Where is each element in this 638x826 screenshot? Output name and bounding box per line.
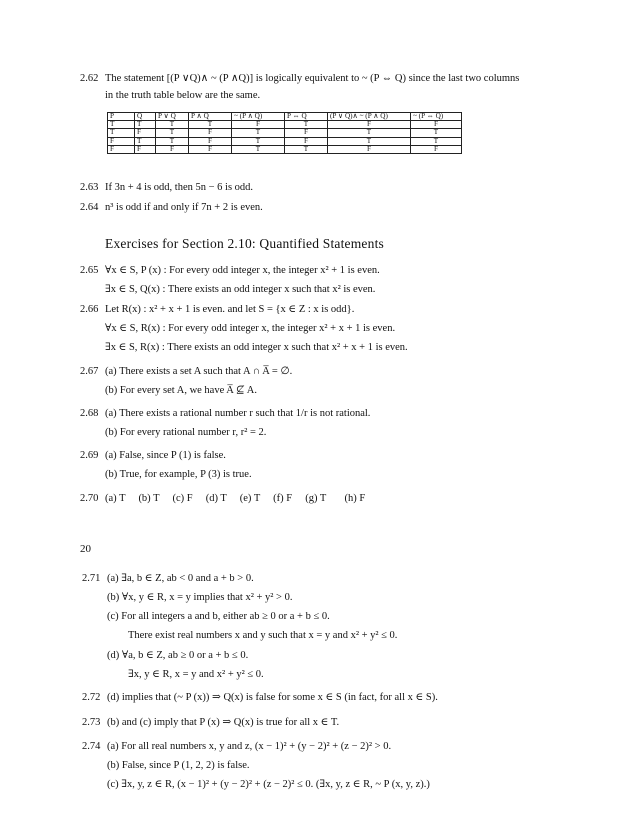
problem-text: (b) ∀x, y ∈ R, x = y implies that x² + y² > 0. [107,592,293,603]
table-cell: F [189,137,232,145]
table-cell: F [328,121,411,129]
problem-number: 2.71 [82,573,101,584]
problem-text: The statement [(P ∨Q)∧ ~ (P ∧Q)] is logically equivalent to ~ (P ⇔ Q) since the last two columns [105,73,520,84]
problem-text: (b) False, since P (1, 2, 2) is false. [107,760,250,771]
table-cell: T [285,121,328,129]
problem-text: ∃x ∈ S, Q(x) : There exists an odd integer x such that x² is even. [105,284,376,295]
problem-number: 2.62 [80,73,99,84]
problem-text: If 3n + 4 is odd, then 5n − 6 is odd. [105,182,254,193]
table-cell: F [135,129,156,137]
problem-number: 2.73 [82,717,101,728]
table-header-cell: P [108,113,135,121]
table-cell: T [411,129,462,137]
problem-text: Let R(x) : x² + x + 1 is even. and let S = {x ∈ Z : x is odd}. [105,304,355,315]
problem-text: (a) For all real numbers x, y and z, (x − 1)² + (y − 2)² + (z − 2)² > 0. [107,741,392,752]
table-cell: F [285,129,328,137]
problem-text: ∀x ∈ S, P (x) : For every odd integer x, the integer x² + 1 is even. [105,265,380,276]
problem-text: (b) For every rational number r, r² = 2. [105,427,267,438]
problem-number: 2.67 [80,366,99,377]
problem-text: (c) ∃x, y, z ∈ R, (x − 1)² + (y − 2)² + (z − 2)² ≤ 0. (∃x, y, z ∈ R, ~ P (x, y, z).) [107,779,430,790]
problem-text: There exist real numbers x and y such that x = y and x² + y² ≤ 0. [128,630,398,641]
problem-number: 2.69 [80,450,99,461]
table-row [108,137,462,145]
problem-text: (d) ∀a, b ∈ Z, ab ≥ 0 or a + b ≤ 0. [107,650,249,661]
table-header-cell: Q [135,113,156,121]
table-header-cell: P ∧ Q [189,113,232,121]
table-cell: T [285,145,328,153]
table-cell: F [411,145,462,153]
table-cell: F [108,145,135,153]
table-cell: T [135,121,156,129]
table-cell: T [328,137,411,145]
table-cell: T [108,129,135,137]
table-cell: F [328,145,411,153]
table-cell: T [156,137,189,145]
table-cell: F [411,121,462,129]
problem-text: (a) There exists a rational number r such that 1/r is not rational. [105,408,371,419]
problem-number: 2.64 [80,202,99,213]
table-header-cell: (P ∨ Q)∧ ~ (P ∧ Q) [328,113,411,121]
problem-number: 2.65 [80,265,99,276]
table-cell: T [108,121,135,129]
table-header-cell: ~ (P ∧ Q) [232,113,285,121]
table-header-cell: ~ (P ⇔ Q) [411,113,462,121]
problem-text: in the truth table below are the same. [105,90,261,101]
table-cell: T [156,121,189,129]
table-cell: T [232,145,285,153]
problem-number: 2.68 [80,408,99,419]
table-cell: F [285,137,328,145]
table-row [108,145,462,153]
problem-number: 2.66 [80,304,99,315]
table-cell: F [189,145,232,153]
section-heading: Exercises for Section 2.10: Quantified Statements [105,236,384,251]
problem-text: ∃x ∈ S, R(x) : There exists an odd integer x such that x² + x + 1 is even. [105,342,408,353]
table-row [108,121,462,129]
problem-text: ∃x, y ∈ R, x = y and x² + y² ≤ 0. [128,669,264,680]
problem-text: (a) ∃a, b ∈ Z, ab < 0 and a + b > 0. [107,573,254,584]
table-cell: T [232,129,285,137]
table-cell: T [156,129,189,137]
table-cell: T [232,137,285,145]
table-cell: F [135,145,156,153]
table-cell: F [156,145,189,153]
problem-text: (a) T (b) T (c) F (d) T (e) T (f) F (g) T (h) F [105,493,366,504]
problem-number: 2.63 [80,182,99,193]
table-row [108,129,462,137]
table-cell: T [135,137,156,145]
problem-number: 2.74 [82,741,101,752]
table-cell: F [108,137,135,145]
problem-text: (b) True, for example, P (3) is true. [105,469,252,480]
problem-text: (a) There exists a set A such that A ∩ A̅ = ∅. [105,366,293,377]
problem-number: 2.72 [82,692,101,703]
problem-text: (d) implies that (~ P (x)) ⇒ Q(x) is false for some x ∈ S (in fact, for all x ∈ S). [107,692,438,703]
table-header-cell: P ⇔ Q [285,113,328,121]
problem-text: n³ is odd if and only if 7n + 2 is even. [105,202,263,213]
truth-table [107,112,462,154]
table-cell: T [189,121,232,129]
problem-number: 2.70 [80,493,99,504]
table-header-cell: P ∨ Q [156,113,189,121]
table-cell: T [328,129,411,137]
problem-text: ∀x ∈ S, R(x) : For every odd integer x, the integer x² + x + 1 is even. [105,323,396,334]
problem-text: (c) For all integers a and b, either ab ≥ 0 or a + b ≤ 0. [107,611,330,622]
truth-table-header [108,113,462,121]
page-number: 20 [80,543,91,555]
table-cell: F [232,121,285,129]
problem-text: (b) For every set A, we have A̅ ⊈ A. [105,385,257,396]
table-cell: T [411,137,462,145]
problem-text: (a) False, since P (1) is false. [105,450,226,461]
problem-text: (b) and (c) imply that P (x) ⇒ Q(x) is true for all x ∈ T. [107,717,340,728]
table-cell: F [189,129,232,137]
